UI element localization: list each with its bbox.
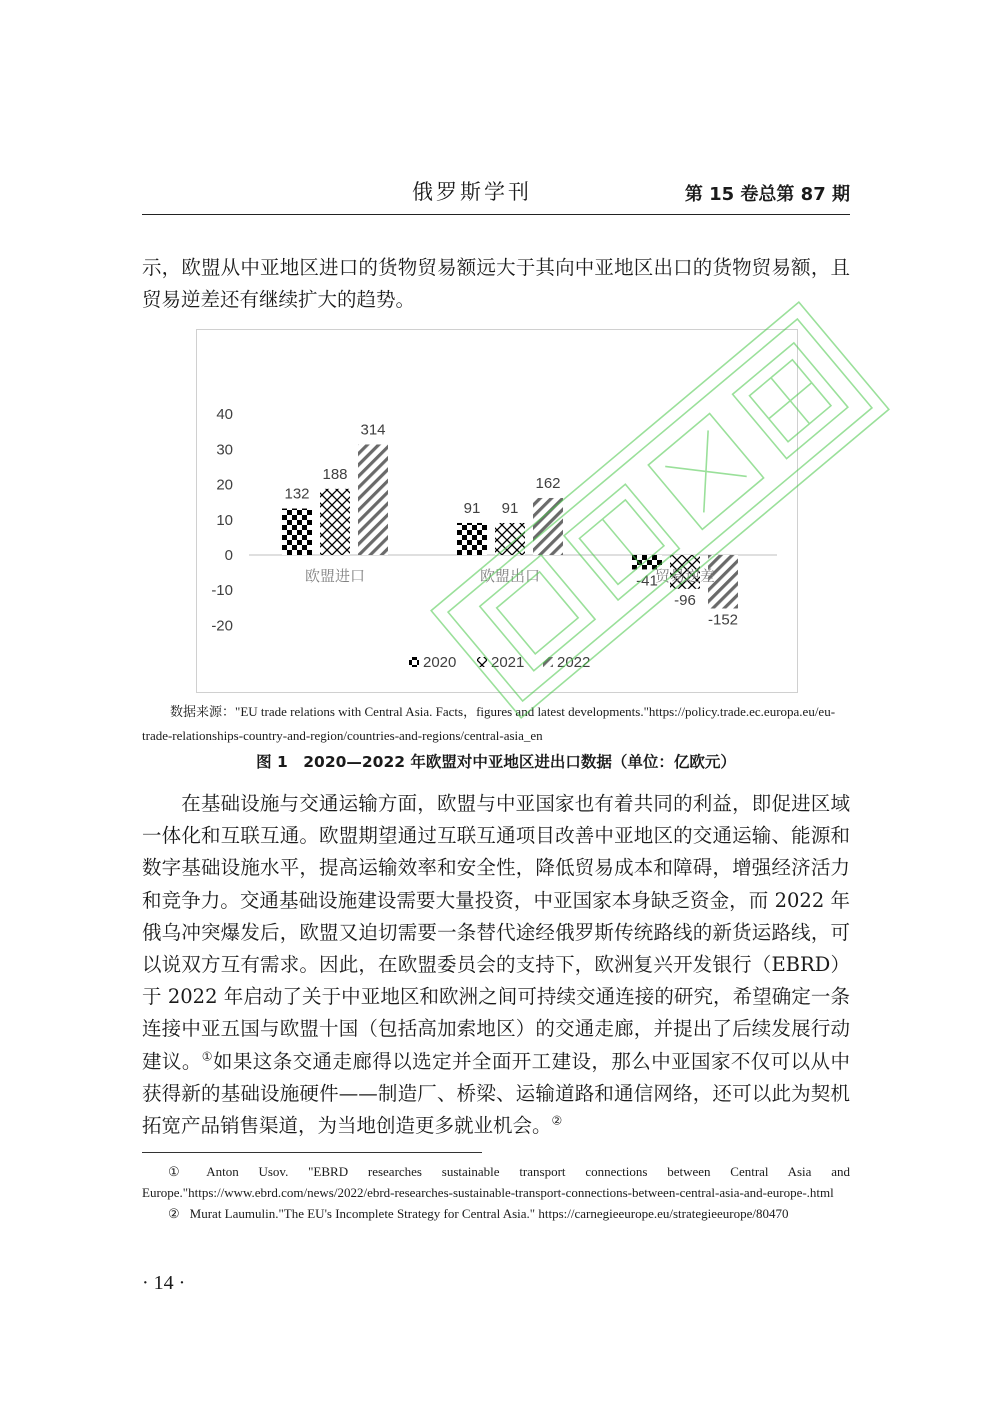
footnote-mark: ① [168,1164,197,1179]
running-header-journal: 俄罗斯学刊 [412,180,532,204]
figure-source [142,700,850,748]
bar [495,523,525,555]
paragraph-text-a: 在基础设施与交通运输方面，欧盟与中亚国家也有着共同的利益，即促进区域一体化和互联互通。欧盟期望通过互联互通项目改善中亚地区的交通运输、能源和数字基础设施水平，提高运输效率和安全性，降低贸易成本和障碍，增强经济活力和竞争力。交通基础设施建设需要大量投资，中亚国家本身缺乏资金，而 2022 年俄乌冲突爆发后，欧盟又迫切需要一条替代途经俄罗斯传统路线的新货运路线，可以说双方互有需求。因此，在欧盟委员会的支持下，欧洲复兴开发银行（EBRD）于 2022 年启动了关于中亚地区和欧洲之间可持续交通连接的研究，希望确定一条连接中亚五国与欧盟十国（包括高加索地区）的交通走廊，并提出了后续发展行动建议。 [142,792,850,1073]
legend-label: 2021 [491,654,525,671]
data-label: -41 [636,572,658,590]
footnote-ref-1[interactable]: ① [201,1049,213,1064]
y-tick-label: -10 [211,582,233,600]
bar [282,509,312,555]
legend-swatch [409,657,419,667]
y-tick-label: 10 [216,511,233,529]
header-rule [142,214,850,215]
bar-chart [197,330,797,692]
legend-label: 2020 [423,654,457,671]
figure-caption: 图 1 2020—2022 年欧盟对中亚地区进出口数据（单位：亿欧元） [256,753,736,771]
y-tick-label: 20 [216,476,233,494]
paragraph-text-b: 如果这条交通走廊得以选定并全面开工建设，那么中亚国家不仅可以从中获得新的基础设施硬件——制造厂、桥梁、运输道路和通信网络，还可以此为契机拓宽产品销售渠道，为当地创造更多就业机会。 [142,1049,850,1138]
source-label: 数据来源： [170,704,236,719]
paragraph-intro: 示，欧盟从中亚地区进口的货物贸易额远大于其向中亚地区出口的货物贸易额，且贸易逆差还有继续扩大的趋势。 [142,256,850,312]
data-label: -96 [674,591,696,609]
footnote-text: Anton Usov. "EBRD researches sustainable transport connections between Central Asia and Europe."https://www.ebrd.com/news/2022/ebrd-researches-sustainable-transport-connections-between-central-asia-and-europe-.html [142,1164,850,1200]
category-label: 贸易逆差 [654,567,716,585]
legend-swatch [477,657,487,667]
page-number: · 14 · [142,1272,186,1294]
category-label: 欧盟出口 [479,567,541,585]
category-label: 欧盟进口 [304,567,366,585]
data-label: 132 [284,485,310,503]
bar [457,523,487,555]
y-tick-label: 30 [216,441,233,459]
bar [533,498,563,555]
data-label: 162 [535,474,561,492]
footnote-1 [142,1161,850,1203]
y-tick-label: 40 [216,406,233,424]
data-label: 314 [360,421,386,439]
paragraph-infrastructure [142,788,850,1142]
source-text: "EU trade relations with Central Asia. Facts，figures and latest developments."https://policy.trade.ec.europa.eu/eu-trade-relationships-country-and-region/countries-and-regions/central-asia_en [142,704,836,743]
footnote-2 [142,1203,850,1224]
figure-chart [196,329,798,693]
legend-label: 2022 [557,654,591,671]
data-label: -152 [707,611,739,629]
y-tick-label: -20 [211,617,233,635]
y-tick-label: 0 [224,547,233,564]
data-label: 188 [322,465,348,483]
footnote-ref-2[interactable]: ② [551,1113,563,1128]
bar [358,444,388,555]
footnote-mark: ② [168,1206,180,1221]
footnote-rule [142,1152,482,1153]
data-label: 91 [463,499,481,517]
running-header-issue: 第 15 卷总第 87 期 [684,184,850,205]
data-label: 91 [501,499,519,517]
legend-swatch [543,657,553,667]
footnote-text: Murat Laumulin."The EU's Incomplete Strategy for Central Asia." https://carnegieeurope.eu/strategieeurope/80470 [189,1206,789,1221]
bar [320,489,350,555]
